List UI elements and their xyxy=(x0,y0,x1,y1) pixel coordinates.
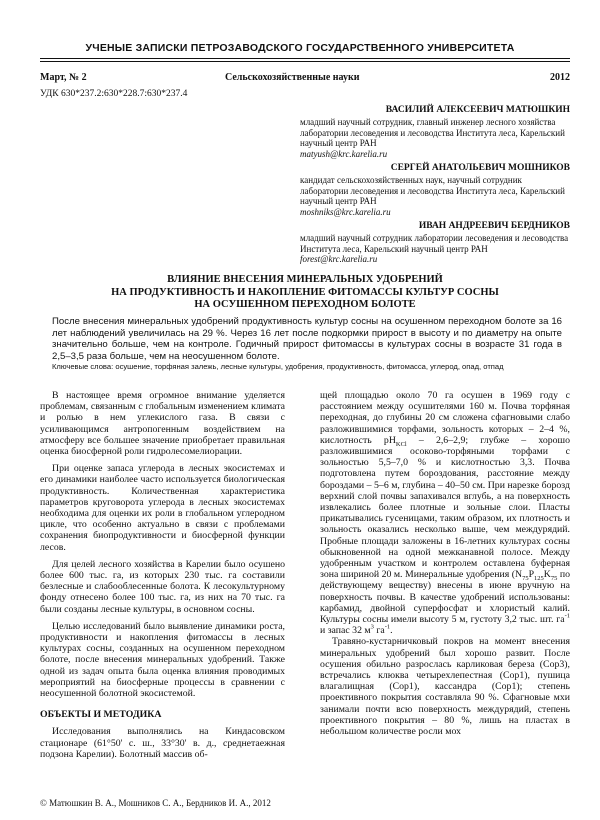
keywords-text: осушение, торфяная залежь, лесные культуры, удобрения, продуктивность, фитомасса, углерод, опад, отпад xyxy=(115,362,504,371)
copyright: © Матюшкин В. А., Мошников С. А., Бердников И. А., 2012 xyxy=(40,798,271,808)
paragraph: Исследования выполнялись на Киндасовском стационаре (61°50' с. ш., 33°30' в. д., среднетаежная подзона Карелии). Болотный массив об- xyxy=(40,726,285,760)
author-affiliation: младший научный сотрудник, главный инженер лесного хозяйства лаборатории лесоведения и лесоводства Института леса, Карельский научный центр РАН xyxy=(300,116,565,149)
issue-year: 2012 xyxy=(550,72,570,83)
section-heading: ОБЪЕКТЫ И МЕТОДИКА xyxy=(40,709,162,721)
text-column-right xyxy=(320,390,570,737)
author-entry xyxy=(300,163,570,218)
paragraph: В настоящее время огромное внимание уделяется проблемам, связанным с глобальным изменением климата и ролью в нем углекислого газа. В связи с усиливающимся антропогенным воздействием на атмосферу все большее значение приобретает правильная оценка биосферной роли гидролесомелиорации. xyxy=(40,390,285,458)
article-title-line: ВЛИЯНИЕ ВНЕСЕНИЯ МИНЕРАЛЬНЫХ УДОБРЕНИЙ xyxy=(167,274,443,285)
author-affiliation: младший научный сотрудник лаборатории лесоведения и лесоводства Института леса, Карельский научный центр РАН xyxy=(300,232,569,254)
author-email[interactable]: matyush@krc.karelia.ru xyxy=(300,149,388,160)
author-name: ИВАН АНДРЕЕВИЧ БЕРДНИКОВ xyxy=(418,220,570,231)
header-rule-top xyxy=(40,58,570,59)
author-entry xyxy=(300,105,570,160)
article-title-line: НА ОСУШЕННОМ ПЕРЕХОДНОМ БОЛОТЕ xyxy=(194,299,416,310)
author-affiliation: кандидат сельскохозяйственных наук, научный сотрудник лаборатории лесоведения и лесоводства Института леса, Карельский научный центр РАН xyxy=(300,174,565,207)
keywords xyxy=(52,362,572,371)
issue-number: Март, № 2 xyxy=(40,72,87,83)
paragraph: Для целей лесного хозяйства в Карелии было осушено более 600 тыс. га, из которых 230 тыс. га составили безлесные и слабооблесенные болота. К лесокультурному фонду отнесено более 100 тыс. га, из них на 70 тыс. га были созданы лесные культуры, в основном сосны. xyxy=(40,558,285,615)
keywords-label: Ключевые слова: xyxy=(52,362,114,371)
author-name: ВАСИЛИЙ АЛЕКСЕЕВИЧ МАТЮШКИН xyxy=(385,105,570,115)
article-title xyxy=(40,274,570,312)
section-name: Сельскохозяйственные науки xyxy=(225,72,360,83)
paragraph: При оценке запаса углерода в лесных экосистемах и его динамики наиболее часто используется биологическая продуктивность. Количественная характеристика параметров круговорота углерода в лесных экосистемах необходима для оценки их роли в глобальном углеродном цикле, что особенно актуально в связи с проблемами сохранения биопродуктивности и биосферной функции лесов. xyxy=(40,463,285,553)
paragraph: Целью исследований было выявление динамики роста, продуктивности и накопления фитомассы в лесных культурах сосны, созданных на осушенном переходном болоте, после внесения минеральных удобрений. Также одной из задач опыта была оценка влияния проводимых мероприятий на биосферные процессы в сравнении с неосушенной болотной экосистемой. xyxy=(40,620,285,700)
text-column-left xyxy=(40,390,285,766)
author-email[interactable]: forest@krc.karelia.ru xyxy=(300,254,378,265)
paragraph: щей площадью около 70 га осушен в 1969 году с расстоянием между осушителями 160 м. Почва торфяная переходная, до глубины 20 см сложена сфагновыми слабо разложившимися торфами, зольность которых – 2–4 %, кислотность $pH_{KCl} - 2,6-2,9$; глубже – хорошо разложившимися осоково-торфяными торфами с зольностью 5,5–7,0 % и кислотностью 3,3. Почва подготовлена путем бороздования, расстояние между бороздами – 5–6 м, глубина – 40–50 см. При нарезке борозд верхний слой почвы запахивался вглубь, а на поверхность извлекались более плотные и зольные слои. Пласты прикатывались гусеницами, таким образом, их плотность и зольность оказались несколько выше, чем междурядий. Пробные площади заложены в 16-летних культурах сосны обыкновенной на одной межканавной полосе. Между удобренным участком и контролем оставлена буферная зона шириной 20 м. Минеральные удобрения ($N_{75}P_{125}K_{75}$ по действующему веществу) внесены в июне вручную на поверхность почвы. В качестве удобрений использованы: карбамид, двойной суперфосфат и хлористый калий. Культуры сосны имели высоту 5 м, густоту 3,2 тыс. шт. $га^{-1}$ и запас 32 $м^3$ $га^{-1}$. xyxy=(320,390,570,637)
author-block xyxy=(300,105,570,268)
paragraph: Травяно-кустарничковый покров на момент внесения минеральных удобрений был хорошо развит. После осушения обильно разрослась карликовая береза (Cop3), встречались клюква четырехлепестная (Cop1), пушица влагалищная (Cop1), кассандра (Cop1); степень проективного покрытия составляла 90 %. Сфагновые мхи занимали почти всю поверхность междурядий, степень проективного покрытия – 80 %, лишь на пластах в небольшом количестве росли мох xyxy=(320,636,570,738)
udc-code: УДК 630*237.2:630*228.7:630*237.4 xyxy=(40,89,188,99)
abstract: После внесения минеральных удобрений продуктивность культур сосны на осушенном переходном болоте за 16 лет наблюдений увеличилась на 29 %. Через 16 лет после подкормки прирост в высоту и по диаметру на опыте значительно больше, чем на контроле. Годичный прирост фитомассы в культурах сосны в возрасте 31 года в 2,5–3,5 раза больше, чем на неосушенном болоте. xyxy=(52,316,562,362)
author-email[interactable]: moshniks@krc.karelia.ru xyxy=(300,207,391,218)
journal-title: УЧЕНЫЕ ЗАПИСКИ ПЕТРОЗАВОДСКОГО ГОСУДАРСТВЕННОГО УНИВЕРСИТЕТА xyxy=(85,42,515,54)
author-name: СЕРГЕЙ АНАТОЛЬЕВИЧ МОШНИКОВ xyxy=(390,162,570,173)
header-rule-bottom xyxy=(40,61,570,62)
article-title-line: НА ПРОДУКТИВНОСТЬ И НАКОПЛЕНИЕ ФИТОМАССЫ КУЛЬТУР СОСНЫ xyxy=(111,286,499,298)
author-entry xyxy=(300,221,570,265)
